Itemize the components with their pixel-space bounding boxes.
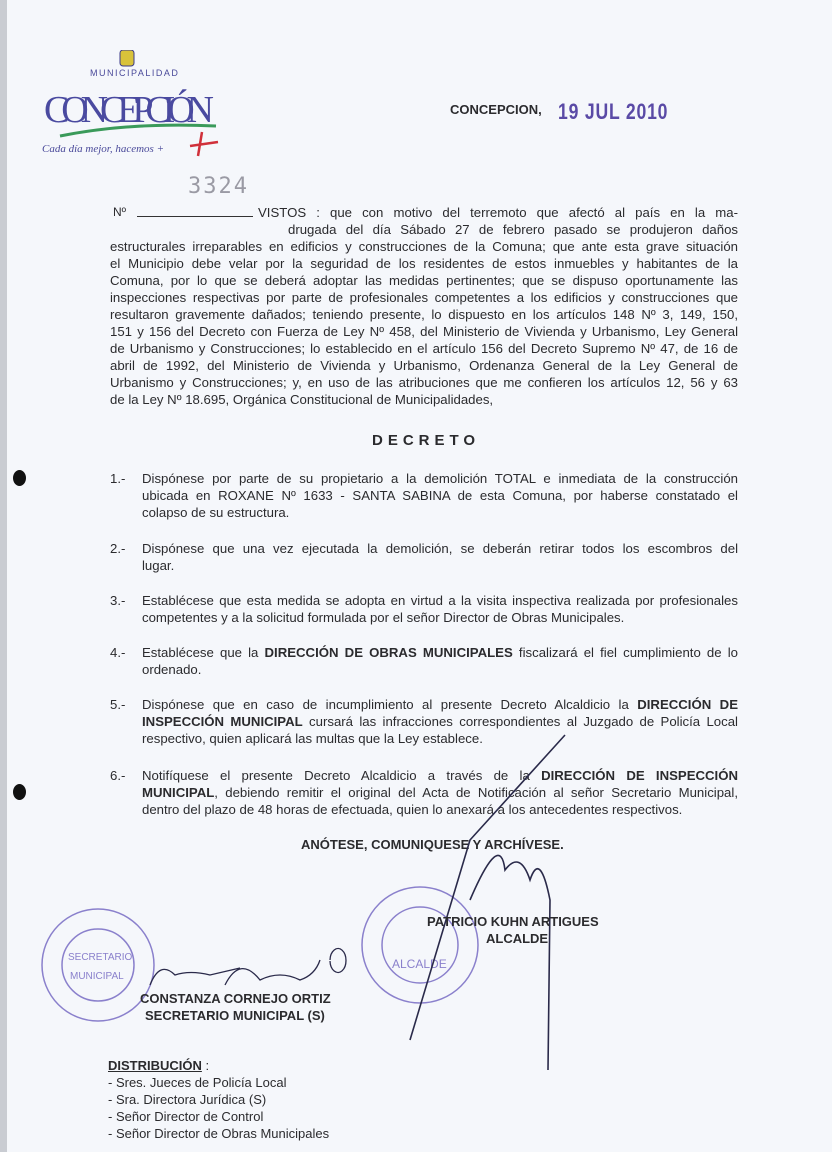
logo-top-text: MUNICIPALIDAD <box>90 68 180 78</box>
item-number: 6.- <box>110 768 126 783</box>
vistos-line: el Municipio debe velar por la seguridad de los residentes de estos inmuebles y habitantes de la <box>110 256 738 271</box>
text: cursará las infracciones correspondientes al Juzgado de Policía Local <box>302 714 738 729</box>
vistos-line: estructurales irreparables en edificios y construcciones de la Comuna; que ante esta grave situación <box>110 239 738 254</box>
text: colapso de su estructura. <box>142 505 290 520</box>
vistos-line: Urbanismo y Construcciones; y, en uso de las atribuciones que me confieren los artículos 12, 56 y 63 <box>110 375 738 390</box>
decree-number-stamp: 3324 <box>188 174 249 199</box>
vistos-line: Comuna, por lo que se deberá adoptar las medidas pertinentes; que se dispuso oportunamente las <box>110 273 738 288</box>
text: Notifíquese el presente Decreto Alcaldicio a través de la <box>142 768 542 783</box>
text: respectivo, quien aplicará las multas que la Ley establece. <box>142 731 483 746</box>
decree-number-label: Nº <box>113 205 127 219</box>
distribution-item: - Sres. Jueces de Policía Local <box>108 1075 287 1090</box>
bold-text: INSPECCIÓN MUNICIPAL <box>142 714 303 729</box>
bold-text: MUNICIPAL <box>142 785 215 800</box>
vistos-line: VISTOS : que con motivo del terremoto que afectó al país en la ma- <box>258 205 738 220</box>
bold-text: DIRECCIÓN DE <box>637 697 738 712</box>
distribution-item: - Señor Director de Control <box>108 1109 264 1124</box>
place-label: CONCEPCION, <box>450 102 542 117</box>
item-number: 1.- <box>110 471 126 486</box>
item-number: 2.- <box>110 541 126 556</box>
text: Dispónese por parte de su propietario a la demolición TOTAL e inmediata de la construcción <box>142 471 738 486</box>
mayor-name: PATRICIO KUHN ARTIGUES <box>427 914 599 929</box>
vistos-line: abril de 1992, del Ministerio de Vivienda y Urbanismo, Ordenanza General de la Ley General de <box>110 358 738 373</box>
decreto-title: DECRETO <box>372 432 481 449</box>
closing-formula: ANÓTESE, COMUNIQUESE Y ARCHÍVESE. <box>301 837 564 852</box>
mayor-stamp-inner: ALCALDE <box>392 957 447 971</box>
text: fiscalizará el fiel cumplimiento de lo <box>512 645 738 660</box>
mayor-signature <box>410 735 565 1070</box>
vistos-line: drugada del día Sábado 27 de febrero pasado se produjeron daños <box>288 222 738 237</box>
item-number: 5.- <box>110 697 126 712</box>
vistos-line: 151 y 156 del Decreto con Fuerza de Ley Nº 458, del Ministerio de Vivienda y Urbanismo, Ley General <box>110 324 738 339</box>
vistos-line: inspecciones respectivas por parte de profesionales competentes a los edificios y construcciones que <box>110 290 738 305</box>
distribution-colon: : <box>201 1058 210 1073</box>
text: ubicada en ROXANE Nº 1633 - SANTA SABINA de esta Comuna, por haberse constatado el <box>142 488 738 503</box>
vistos-line: resultaron gravemente dañados; teniendo presente, lo dispuesto en los artículos 148 Nº 3, 149, 150, <box>110 307 738 322</box>
secretary-name: CONSTANZA CORNEJO ORTIZ <box>140 991 331 1006</box>
bold-text: DIRECCIÓN DE OBRAS MUNICIPALES <box>264 645 513 660</box>
secretary-stamp-inner: MUNICIPAL <box>70 971 124 982</box>
vistos-line: de la Ley Nº 18.695, Orgánica Constitucional de Municipalidades, <box>110 392 494 407</box>
logo-slogan-text: Cada día mejor, hacemos + <box>42 143 164 155</box>
date-stamp: 19 JUL 2010 <box>558 99 669 124</box>
text: Dispónese que una vez ejecutada la demolición, se deberán retirar todos los escombros del <box>142 541 738 556</box>
text: dentro del plazo de 48 horas de efectuada, quien lo anexará a los antecedentes respectivos. <box>142 802 683 817</box>
text: lugar. <box>142 558 175 573</box>
item-number: 3.- <box>110 593 126 608</box>
distribution-item: - Señor Director de Obras Municipales <box>108 1126 330 1141</box>
secretary-title: SECRETARIO MUNICIPAL (S) <box>145 1008 325 1023</box>
secretary-signature <box>150 949 346 985</box>
secretary-stamp-inner: SECRETARIO <box>68 952 133 963</box>
distribution-item: - Sra. Directora Jurídica (S) <box>108 1092 267 1107</box>
text: ordenado. <box>142 662 202 677</box>
item-number: 4.- <box>110 645 126 660</box>
text: Establécese que esta medida se adopta en virtud a la visita inspectiva realizada por profesionales <box>142 593 738 608</box>
logo-name-text: CONCEPCIÓN <box>44 89 214 131</box>
text: competentes y a la solicitud formulada por el señor Director de Obras Municipales. <box>142 610 625 625</box>
mayor-title: ALCALDE <box>486 931 549 946</box>
vistos-line: de Urbanismo y Construcciones; lo establecido en el artículo 156 del Decreto Supremo Nº 47, de 16 de <box>110 341 738 356</box>
bold-text: DIRECCIÓN DE INSPECCIÓN <box>541 768 738 783</box>
secretary-stamp <box>42 909 154 1021</box>
text: Establécese que la <box>142 645 265 660</box>
mayor-stamp <box>362 887 478 1003</box>
distribution-title: DISTRIBUCIÓN <box>108 1058 202 1073</box>
distribution-heading <box>108 1058 209 1073</box>
text: Dispónese que en caso de incumplimiento al presente Decreto Alcaldicio la <box>142 697 638 712</box>
text: , debiendo remitir el original del Acta de Notificación al señor Secretario Municipal, <box>214 785 738 800</box>
